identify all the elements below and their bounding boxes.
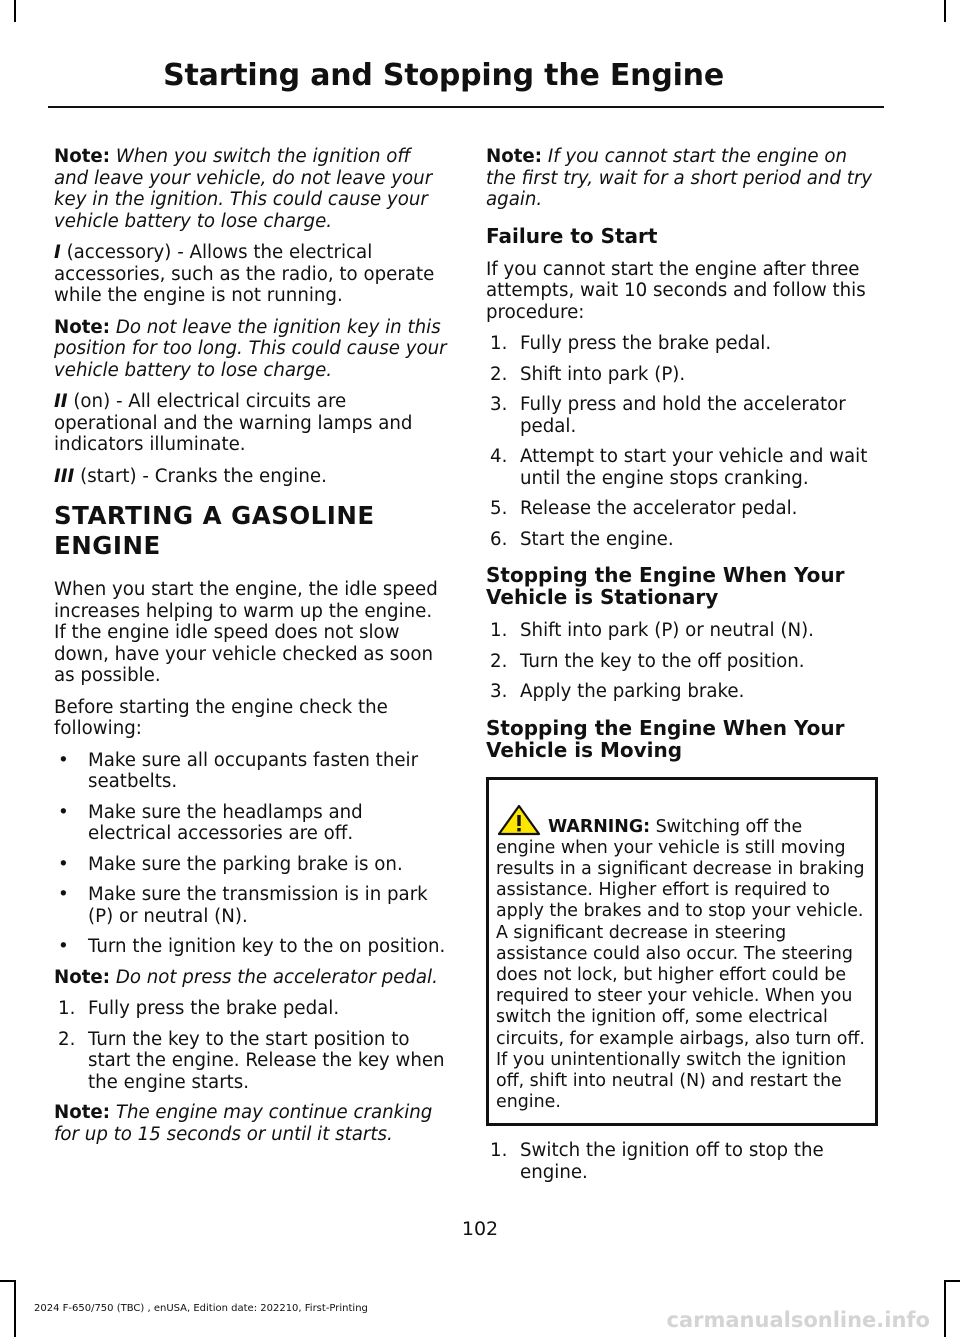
intro-paragraph: When you start the engine, the idle speed increases helping to warm up the engine. If the engine idle speed does not slow down, have your vehicle checked as soon as possible.: [54, 579, 438, 686]
list-item: [486, 394, 878, 437]
list-item: [486, 446, 878, 489]
note-text: If you cannot start the engine on the first try, wait for a short period and try again.: [486, 146, 873, 210]
accessory-position: [54, 242, 448, 307]
step-number: 3.: [490, 681, 508, 702]
bullet-marker: •: [58, 936, 69, 957]
step-text: Turn the key to the off position.: [520, 650, 805, 672]
list-item: [486, 498, 878, 520]
step-number: 1.: [490, 620, 508, 641]
step-text: Fully press and hold the accelerator pedal.: [520, 394, 846, 437]
warning-text: [496, 804, 867, 1114]
roman-numeral: II: [54, 391, 68, 412]
crop-mark-top-left: [14, 0, 16, 22]
list-item: [54, 854, 448, 876]
note-label: Note:: [54, 966, 111, 988]
warning-box: [486, 777, 878, 1127]
failure-steps: [486, 333, 878, 550]
heading-line-1: STARTING A GASOLINE: [54, 501, 375, 530]
roman-numeral: III: [54, 465, 75, 487]
step-number: 2.: [490, 650, 508, 672]
list-item: [486, 1140, 878, 1183]
crop-mark-bottom-left-h: [0, 1280, 16, 1282]
step-text: Shift into park (P).: [520, 363, 686, 385]
note-cranking: [54, 1102, 448, 1145]
step-text: Start the engine.: [520, 528, 674, 550]
list-item: [486, 681, 878, 703]
list-item: [54, 998, 448, 1020]
note-label: Note:: [54, 146, 111, 167]
left-column: [54, 146, 448, 1155]
bullet-marker: •: [58, 853, 69, 875]
crop-mark-bottom-right-h: [944, 1280, 960, 1282]
step-number: 3.: [490, 394, 508, 415]
list-item: [486, 364, 878, 386]
bullet-marker: •: [58, 884, 69, 905]
step-number: 5.: [490, 498, 508, 519]
moving-steps: [486, 1140, 878, 1183]
note-label: Note:: [486, 146, 543, 167]
failure-intro: If you cannot start the engine after three attempts, wait 10 seconds and follow this procedure:: [486, 258, 866, 323]
position-description: (start) - Cranks the engine.: [74, 465, 327, 487]
step-number: 1.: [58, 998, 76, 1019]
start-steps: [54, 998, 448, 1093]
stationary-steps: [486, 620, 878, 703]
list-item: [486, 620, 878, 642]
step-text: Attempt to start your vehicle and wait until the engine stops cranking.: [520, 446, 868, 489]
position-description: (on) - All electrical circuits are operational and the warning lamps and indicators illuminate.: [54, 391, 413, 455]
header-divider: [48, 106, 884, 108]
note-text: Do not leave the ignition key in this position for too long. This could cause your vehicle battery to lose charge.: [54, 316, 447, 381]
right-column: [486, 146, 878, 1192]
list-item: [54, 802, 448, 845]
list-item: [486, 651, 878, 673]
position-description: (accessory) - Allows the electrical accessories, such as the radio, to operate while the engine is not running.: [54, 242, 435, 306]
step-text: Shift into park (P) or neutral (N).: [520, 620, 814, 641]
crop-mark-bottom-right: [944, 1280, 946, 1337]
step-number: 1.: [490, 1140, 508, 1162]
list-item-text: Make sure the headlamps and electrical accessories are off.: [88, 801, 363, 844]
list-item: [54, 884, 448, 927]
note-key-position: [54, 317, 448, 382]
warning-triangle-icon: [496, 804, 542, 836]
watermark: carmanualsonline.info: [666, 1308, 930, 1332]
heading-stopping-moving: Stopping the Engine When Your Vehicle is Moving: [486, 715, 845, 762]
start-position: [54, 466, 448, 488]
warning-body: Switching off the engine when your vehicle is still moving results in a significant decrease in braking assistance. Higher effort is required to apply the brakes and to stop your vehicle. A significant decrease in steering assistance could also occur. The steering does not lock, but higher effort could be required to steer your vehicle. When you switch the ignition off, some electrical circuits, for example airbags, also turn off. If you unintentionally switch the ignition off, shift into neutral (N) and restart the engine.: [496, 816, 865, 1113]
list-item: [54, 936, 448, 958]
list-item: [486, 529, 878, 551]
edition-footer: 2024 F-650/750 (TBC) , enUSA, Edition date: 202210, First-Printing: [34, 1303, 368, 1314]
step-text: Fully press the brake pedal.: [520, 333, 772, 354]
note-accelerator: [54, 967, 448, 989]
note-first-try: [486, 146, 878, 211]
step-text: Switch the ignition off to stop the engine.: [520, 1140, 824, 1183]
step-number: 1.: [490, 333, 508, 354]
note-label: Note:: [54, 316, 111, 338]
page-number: 102: [461, 1218, 499, 1240]
list-item-text: Turn the ignition key to the on position.: [88, 936, 446, 957]
step-text: Apply the parking brake.: [520, 681, 745, 702]
step-text: Turn the key to the start position to start the engine. Release the key when the engine starts.: [88, 1028, 445, 1093]
heading-failure-to-start: Failure to Start: [486, 223, 658, 248]
note-text: When you switch the ignition off and leave your vehicle, do not leave your key in the ignition. This could cause your vehicle battery to lose charge.: [54, 146, 433, 232]
checklist: [54, 750, 448, 958]
note-text: The engine may continue cranking for up to 15 seconds or until it starts.: [54, 1102, 433, 1145]
step-text: Release the accelerator pedal.: [520, 498, 798, 519]
list-item-text: Make sure the transmission is in park (P) or neutral (N).: [88, 884, 428, 927]
on-position: [54, 391, 448, 456]
bullet-marker: •: [58, 749, 69, 771]
before-starting-paragraph: Before starting the engine check the following:: [54, 696, 388, 739]
heading-stopping-stationary: Stopping the Engine When Your Vehicle is Stationary: [486, 563, 845, 609]
list-item: [486, 333, 878, 355]
list-item-text: Make sure all occupants fasten their seatbelts.: [88, 749, 419, 792]
heading-line-2: ENGINE: [54, 531, 161, 560]
crop-mark-bottom-left: [14, 1280, 16, 1337]
note-ignition-key: [54, 146, 448, 232]
step-number: 2.: [490, 363, 508, 385]
note-label: Note:: [54, 1102, 111, 1123]
note-text: Do not press the accelerator pedal.: [115, 966, 438, 988]
section-heading-starting-gasoline-engine: [54, 501, 448, 561]
step-number: 2.: [58, 1028, 76, 1050]
list-item: [54, 750, 448, 793]
list-item: [54, 1029, 448, 1094]
bullet-marker: •: [58, 801, 69, 823]
step-number: 4.: [490, 446, 508, 467]
crop-mark-top-right: [944, 0, 946, 22]
step-number: 6.: [490, 528, 508, 550]
warning-label: WARNING:: [548, 816, 651, 837]
list-item-text: Make sure the parking brake is on.: [88, 853, 403, 875]
step-text: Fully press the brake pedal.: [88, 998, 340, 1019]
roman-numeral: I: [54, 242, 61, 263]
page-header-title: Starting and Stopping the Engine: [163, 58, 724, 93]
